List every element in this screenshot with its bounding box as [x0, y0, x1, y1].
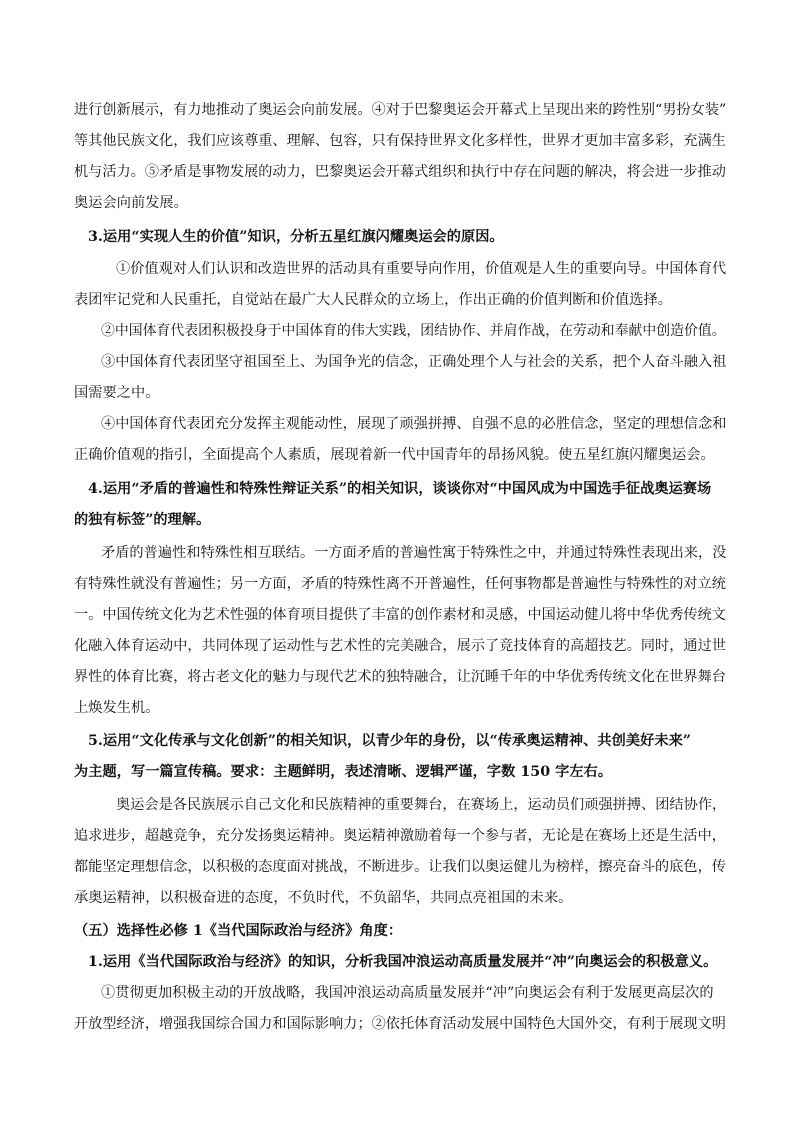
answer-point: ②中国体育代表团积极投身于中国体育的伟大实践，团结协作、并肩作战，在劳动和奉献中创造价值。	[101, 323, 726, 339]
question-heading: 3.运用“实现人生的价值”知识，分析五星红旗闪耀奥运会的原因。	[88, 229, 504, 245]
section-heading: （五）选择性必修 1《当代国际政治与经济》角度：	[74, 923, 403, 939]
body-text-line: 开放型经济，增强我国综合国力和国际影响力；②依托体育活动发展中国特色大国外交，有利于展现文明	[74, 1016, 726, 1032]
body-text-line: 有特殊性就没有普遍性；另一方面，矛盾的特殊性离不开普遍性，任何事物都是普遍性与特殊性的对立统	[74, 576, 726, 592]
question-heading: 4.运用“矛盾的普遍性和特殊性辩证关系”的相关知识，谈谈你对“中国风成为中国选手征战奥运赛场	[88, 481, 712, 497]
body-text-line: 追求进步，超越竞争，充分发扬奥运精神。奥运精神激励着每一个参与者，无论是在赛场上还是生活中，	[74, 828, 726, 844]
body-text-line: 上焕发生机。	[74, 700, 160, 716]
question-heading: 5.运用“文化传承与文化创新”的相关知识，以青少年的身份，以“传承奥运精神、共创美好未来”	[88, 733, 692, 749]
body-text-line: 进行创新展示，有力地推动了奥运会向前发展。④对于巴黎奥运会开幕式上呈现出来的跨性别“男扮女装”	[74, 102, 727, 118]
body-text-line: 正确价值观的指引，全面提高个人素质，展现着新一代中国青年的昂扬风貌。使五星红旗闪耀奥运会。	[74, 447, 715, 463]
question-heading-continuation: 的独有标签”的理解。	[74, 512, 211, 528]
body-text-line: 国需要之中。	[74, 385, 160, 401]
answer-point: ④中国体育代表团充分发挥主观能动性，展现了顽强拼搏、自强不息的必胜信念，坚定的理想信念和	[101, 416, 727, 432]
body-text-line: 奥运会向前发展。	[74, 195, 188, 211]
answer-paragraph-start: 矛盾的普遍性和特殊性相互联结。一方面矛盾的普遍性寓于特殊性之中，并通过特殊性表现出来，没	[101, 545, 727, 561]
question-heading: 1.运用《当代国际政治与经济》的知识，分析我国冲浪运动高质量发展并“冲”向奥运会的积极意义。	[88, 954, 718, 970]
body-text-line: 化融入体育运动中，共同体现了运动性与艺术性的完美融合，展示了竞技体育的高超技艺。同时，通过世	[74, 638, 726, 654]
body-text-line: 机与活力。⑤矛盾是事物发展的动力，巴黎奥运会开幕式组织和执行中存在问题的解决，将会进一步推动	[74, 164, 726, 180]
answer-point: ①价值观对人们认识和改造世界的活动具有重要导向作用，价值观是人生的重要向导。中国体育代	[116, 261, 727, 277]
body-text-line: 界性的体育比赛，将古老文化的魅力与现代艺术的独特融合，让沉睡千年的中华优秀传统文化在世界舞台	[74, 669, 726, 685]
body-text-line: 承奥运精神，以积极奋进的态度，不负时代，不负韶华，共同点亮祖国的未来。	[74, 890, 573, 906]
body-text-line: 等其他民族文化，我们应该尊重、理解、包容，只有保持世界文化多样性，世界才更加丰富多彩，充满生	[74, 133, 726, 149]
body-text-line: 都能坚定理想信念，以积极的态度面对挑战，不断进步。让我们以奥运健儿为榜样，擦亮奋斗的底色，传	[74, 859, 726, 875]
body-text-line: 表团牢记党和人民重托，自觉站在最广大人民群众的立场上，作出正确的价值判断和价值选择。	[74, 292, 672, 308]
answer-point: ①贯彻更加积极主动的开放战略，我国冲浪运动高质量发展并“冲”向奥运会有利于发展更高层次的	[101, 985, 714, 1001]
body-text-line: 一。中国传统文化为艺术性强的体育项目提供了丰富的创作素材和灵感，中国运动健儿将中华优秀传统文	[74, 607, 726, 623]
answer-point: ③中国体育代表团坚守祖国至上、为国争光的信念，正确处理个人与社会的关系，把个人奋斗融入祖	[101, 354, 727, 370]
question-heading-continuation: 为主题，写一篇宣传稿。要求：主题鲜明，表述清晰、逻辑严谨，字数 150 字左右。	[74, 764, 613, 780]
answer-paragraph-start: 奥运会是各民族展示自己文化和民族精神的重要舞台，在赛场上，运动员们顽强拼搏、团结协作，	[116, 797, 727, 813]
